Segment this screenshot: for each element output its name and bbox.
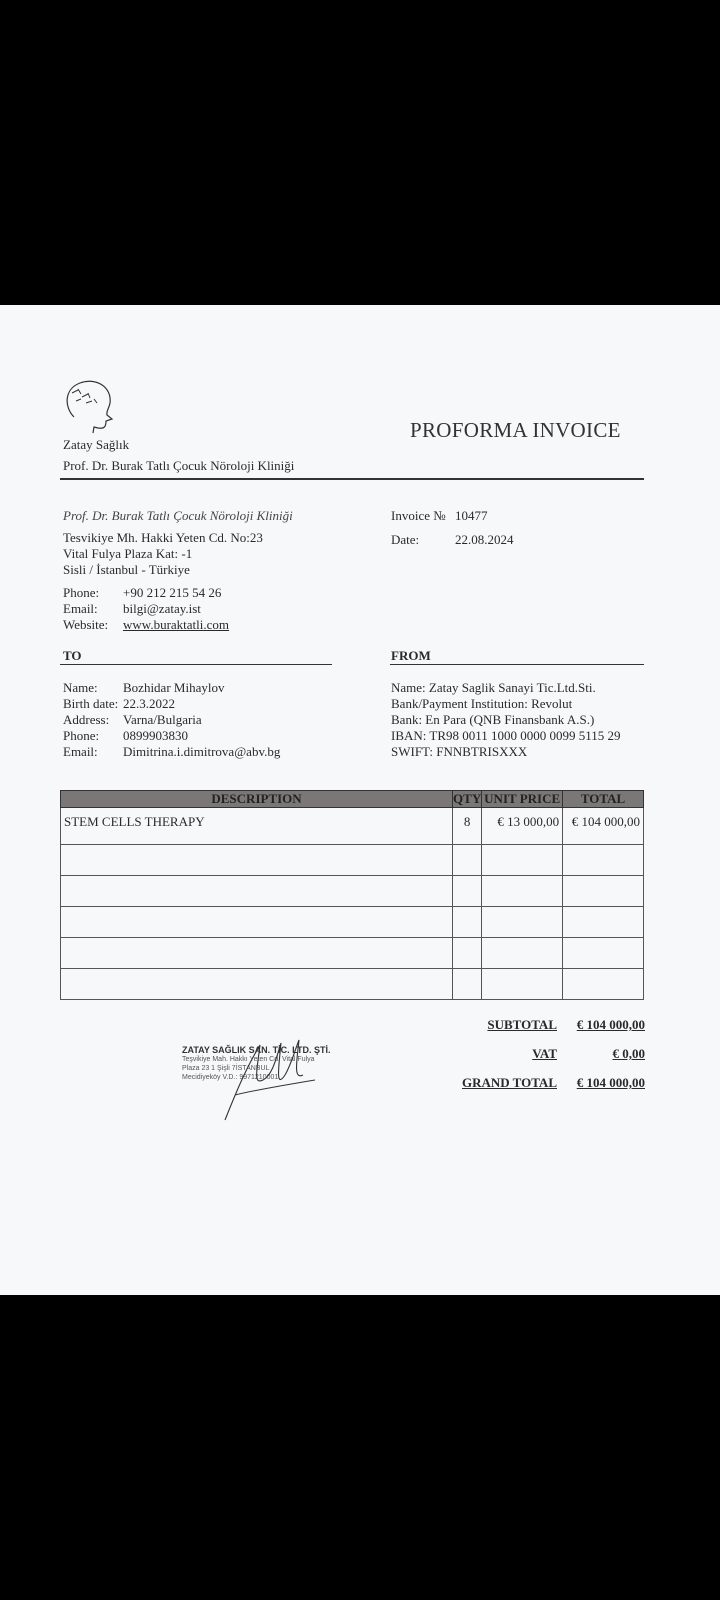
payee-line: Bank/Payment Institution: Revolut: [391, 696, 573, 711]
sender-phone: +90 212 215 54 26: [123, 585, 222, 600]
grand-total-value: € 104 000,00: [576, 1075, 645, 1090]
brand-name: Zatay Sağlık: [63, 437, 130, 452]
phone-label: Phone:: [63, 585, 100, 600]
subtotal-label: SUBTOTAL: [487, 1017, 557, 1032]
recipient-address: Varna/Bulgaria: [123, 712, 202, 727]
table-row: [61, 808, 644, 845]
stamp-line: Plaza 23 1 Şişli 7İSTANBUL: [182, 1065, 270, 1072]
sender-clinic: Prof. Dr. Burak Tatlı Çocuk Nöroloji Kliniği: [63, 508, 293, 523]
header-divider: [60, 478, 644, 480]
invoice-number-label: Invoice №: [391, 508, 446, 523]
table-row: [61, 876, 644, 907]
sender-contact: [63, 585, 229, 633]
table-row: [61, 907, 644, 938]
column-header-qty: QTY: [453, 791, 482, 806]
table-row: [61, 938, 644, 969]
recipient-email[interactable]: Dimitrina.i.dimitrova@abv.bg: [123, 744, 281, 759]
column-header-description: DESCRIPTION: [61, 791, 453, 808]
table-header-row: [61, 791, 644, 808]
payee-line: IBAN: TR98 0011 1000 0000 0099 5115 29: [391, 728, 621, 743]
head-logo-icon: [60, 377, 118, 435]
to-heading: TO: [63, 648, 82, 663]
item-total: € 104 000,00: [563, 808, 644, 845]
address-line: Tesvikiye Mh. Hakki Yeten Cd. No:23: [63, 530, 263, 545]
recipient-phone: 0899903830: [123, 728, 188, 743]
recipient-birth-date: 22.3.2022: [123, 696, 175, 711]
stamp-line: Mecidiyeköy V.D.: 9971210001: [182, 1074, 279, 1081]
sender-email[interactable]: bilgi@zatay.ist: [123, 601, 201, 616]
payee-line: SWIFT: FNNBTRISXXX: [391, 744, 528, 759]
email-label: Email:: [63, 601, 98, 616]
invoice-meta: [391, 508, 514, 548]
to-divider: [60, 664, 332, 665]
from-heading: FROM: [391, 648, 431, 663]
payee-line: Name: Zatay Saglik Sanayi Tic.Ltd.Sti.: [391, 680, 596, 695]
date-label: Date:: [391, 532, 420, 547]
sender-website-link[interactable]: www.buraktatli.com: [123, 617, 230, 632]
vat-label: VAT: [532, 1046, 557, 1061]
table-row: [61, 969, 644, 1000]
website-label: Website:: [63, 617, 109, 632]
name-label: Name:: [63, 680, 98, 695]
phone-label: Phone:: [63, 728, 100, 743]
totals-block: [455, 1017, 645, 1104]
invoice-number: 10477: [455, 508, 488, 523]
item-qty: 8: [453, 808, 482, 845]
sender-address: [63, 530, 263, 578]
item-unit-price: € 13 000,00: [482, 808, 563, 845]
payee-details: [391, 680, 621, 760]
address-label: Address:: [63, 712, 110, 727]
birth-label: Birth date:: [63, 696, 119, 711]
column-header-total: TOTAL: [563, 791, 644, 808]
payee-line: Bank: En Para (QNB Finansbank A.S.): [391, 712, 595, 727]
vat-value: € 0,00: [612, 1046, 645, 1061]
line-items-table: [60, 790, 644, 1000]
recipient-name: Bozhidar Mihaylov: [123, 680, 225, 695]
address-line: Sisli / İstanbul - Türkiye: [63, 562, 190, 577]
table-row: [61, 845, 644, 876]
recipient-details: [63, 680, 280, 760]
subtotal-value: € 104 000,00: [576, 1017, 645, 1032]
email-label: Email:: [63, 744, 98, 759]
item-description: STEM CELLS THERAPY: [61, 808, 453, 845]
clinic-name: Prof. Dr. Burak Tatlı Çocuk Nöroloji Kliniği: [63, 458, 295, 473]
address-line: Vital Fulya Plaza Kat: -1: [63, 546, 193, 561]
column-header-unit-price: UNIT PRICE: [482, 791, 563, 808]
from-divider: [390, 664, 644, 665]
invoice-date: 22.08.2024: [455, 532, 514, 547]
stamp-company: ZATAY SAĞLIK SAN. TİC. LTD. ŞTİ.: [182, 1045, 331, 1055]
stamp-line: Teşvikiye Mah. Hakkı Yeten Cd. Vital Fulya: [182, 1056, 315, 1063]
document-title: PROFORMA INVOICE: [410, 418, 621, 442]
grand-total-label: GRAND TOTAL: [462, 1075, 557, 1090]
signature-icon: [215, 1035, 325, 1125]
